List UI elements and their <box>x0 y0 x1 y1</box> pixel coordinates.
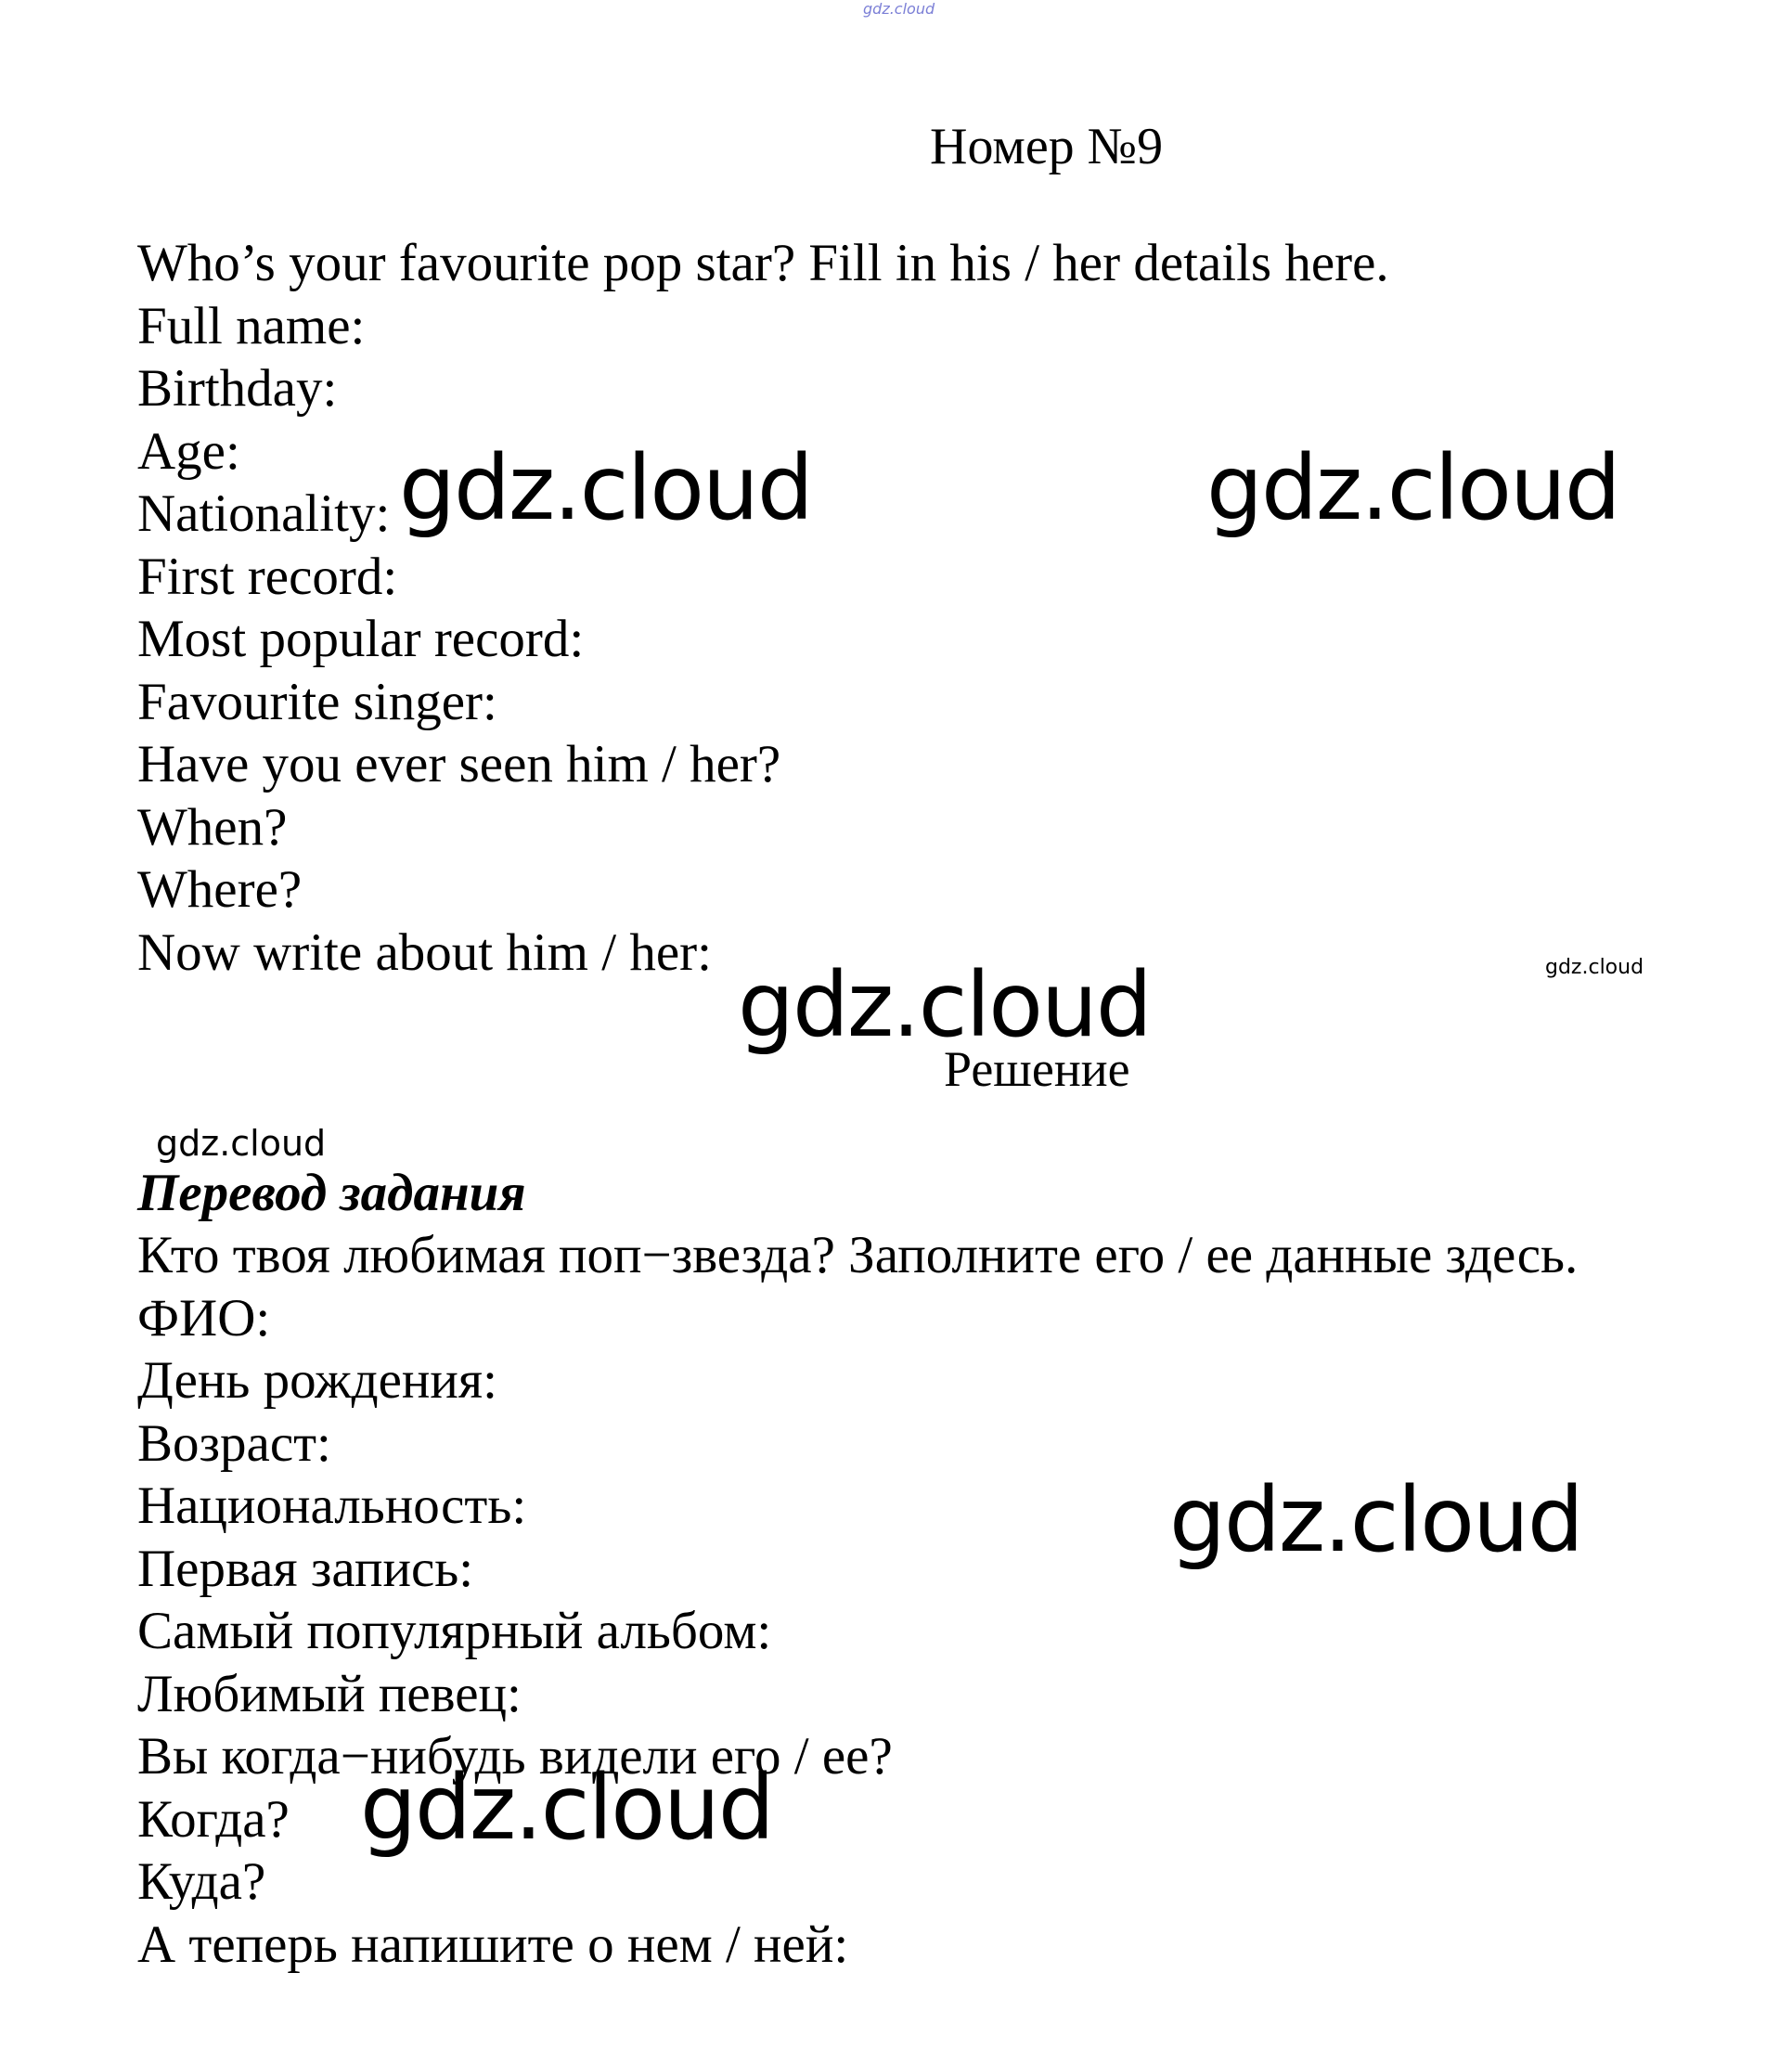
translation-lines <box>137 1224 1578 1976</box>
task-instruction: Who’s your favourite pop star? Fill in his / her details here. <box>137 234 1389 292</box>
task-line-favourite-singer: Favourite singer: <box>137 672 497 731</box>
task-line-first-record: First record: <box>137 547 398 606</box>
translation-heading: Перевод задания <box>137 1164 526 1222</box>
watermark-top: gdz.cloud <box>863 0 935 18</box>
translation-line-full-name: ФИО: <box>137 1288 271 1347</box>
watermark-small-right: gdz.cloud <box>1545 956 1644 979</box>
watermark-medium-left: gdz.cloud <box>156 1123 327 1164</box>
task-line-when: When? <box>137 797 288 857</box>
translation-line-write-about: А теперь напишите о нем / ней: <box>137 1915 849 1974</box>
watermark-2: gdz.cloud <box>1206 436 1619 540</box>
task-line-where: Where? <box>137 860 303 919</box>
watermark-1: gdz.cloud <box>399 436 812 540</box>
translation-line-most-popular-record: Самый популярный альбом: <box>137 1602 772 1660</box>
solution-title: Решение <box>944 1041 1130 1097</box>
task-line-seen: Have you ever seen him / her? <box>137 735 781 793</box>
translation-line-age: Возраст: <box>137 1413 331 1473</box>
translation-line-when: Когда? <box>137 1789 290 1849</box>
watermark-4: gdz.cloud <box>1169 1468 1582 1572</box>
translation-line-favourite-singer: Любимый певец: <box>137 1664 522 1723</box>
task-line-write-about: Now write about him / her: <box>137 922 712 982</box>
task-line-nationality: Nationality: <box>137 484 391 543</box>
translation-line-seen: Вы когда−нибудь видели его / ее? <box>137 1727 893 1786</box>
translation-line-birthday: День рождения: <box>137 1351 497 1410</box>
task-line-full-name: Full name: <box>137 296 366 355</box>
task-line-most-popular-record: Most popular record: <box>137 610 585 668</box>
task-lines <box>137 232 1389 984</box>
translation-instruction: Кто твоя любимая поп−звезда? Заполните его / ее данные здесь. <box>137 1226 1579 1284</box>
translation-line-where: Куда? <box>137 1852 266 1911</box>
watermark-3: gdz.cloud <box>738 953 1151 1057</box>
page-title: Номер №9 <box>930 118 1164 175</box>
task-line-age: Age: <box>137 421 240 481</box>
translation-line-first-record: Первая запись: <box>137 1539 474 1598</box>
watermark-5: gdz.cloud <box>360 1756 773 1860</box>
translation-line-nationality: Национальность: <box>137 1476 527 1535</box>
task-line-birthday: Birthday: <box>137 359 338 418</box>
